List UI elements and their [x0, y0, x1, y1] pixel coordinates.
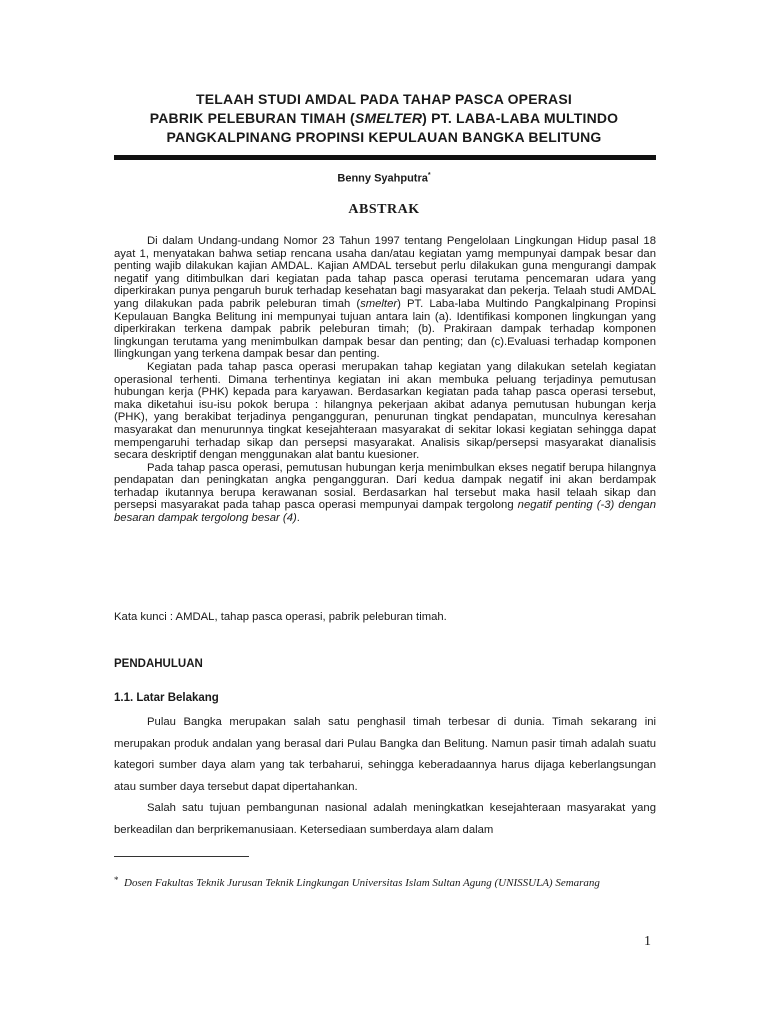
section-body: [114, 712, 656, 841]
paper-title: [100, 90, 668, 147]
title-line-1: TELAAH STUDI AMDAL PADA TAHAP PASCA OPERASI: [196, 91, 572, 107]
title-divider: [114, 155, 656, 160]
title-line-3: PANGKALPINANG PROPINSI KEPULAUAN BANGKA BELITUNG: [166, 129, 602, 145]
footnote-text: Dosen Fakultas Teknik Jurusan Teknik Lingkungan Universitas Islam Sultan Agung (UNISSULA) Semarang: [124, 877, 600, 889]
body-paragraph-1: Pulau Bangka merupakan salah satu penghasil timah terbesar di dunia. Timah sekarang ini merupakan produk andalan yang berasal dari Pulau Bangka dan Belitung. Namun pasir timah adalah suatu kategori sumber daya alam yang tak terbaharui, sehingga keberadaannya harus dijaga keberlangsungan atau sumber daya tersebut dapat dipertahankan.: [114, 716, 656, 793]
author-line: [100, 172, 668, 185]
footnote-divider: [114, 856, 249, 857]
title-line-2: PABRIK PELEBURAN TIMAH (SMELTER) PT. LABA-LABA MULTINDO: [149, 110, 619, 126]
abstract-body: [114, 235, 656, 525]
author-footnote-mark: *: [427, 172, 431, 179]
page-number: 1: [644, 934, 651, 949]
body-paragraph-2: Salah satu tujuan pembangunan nasional adalah meningkatkan kesejahteraan masyarakat yang berkeadilan dan berprikemanusiaan. Ketersediaan sumberdaya alam dalam: [114, 802, 656, 836]
abstract-paragraph-1: Di dalam Undang-undang Nomor 23 Tahun 1997 tentang Pengelolaan Lingkungan Hidup pasal 18 ayat 1, menyatakan bahwa setiap rencana usaha dan/atau kegiatan yamg mempunyai dampak besar dan penting wajib dilakukan kajian AMDAL. Kajian AMDAL tersebut perlu dilakukan guna mengurangi dampak negatif yang ditimbulkan dari kegiatan pada tahap pasca operasi terutama pencemaran udara yang diperkirakan punya pengaruh buruk terhadap kesehatan bagi masyarakat dan pekerja. Telaah studi AMDAL yang dilakukan pada pabrik peleburan timah (smelter) PT. Laba-laba Multindo Pangkalpinang Propinsi Kepulauan Bangka Belitung ini mempunyai tujuan antara lain (a). Identifikasi komponen lingkungan yang diperkirakan terkena dampak pabrik peleburan timah; (b). Prakiraan dampak terhadap komponen lingkungan terutama yang menimbulkan dampak besar dan penting; dan (c).Evaluasi terhadap komponen llingkungan yang terkena dampak besar dan penting.: [114, 235, 656, 361]
abstract-paragraph-2: Kegiatan pada tahap pasca operasi merupakan tahap kegiatan yang dilakukan setelah kegiatan operasional terhenti. Dimana terhentinya kegiatan ini akan membuka peluang terjadinya pemutusan hubungan kerja (PHK) kepada para karyawan. Berdasarkan kegiatan pada tahap pasca operasi tersebut, maka diketahui isu-isu pokok berupa : hilangnya pekerjaan akibat adanya pemutusan hubungan kerja (PHK), yang berakibat terjadinya pengangguran, penurunan tingkat pendapatan, munculnya keresahan masyarakat dan menurunnya tingkat kesejahteraan masyarakat di sekitar lokasi kegiatan sehingga dapat mempengaruhi terhadap sikap dan persepsi masyarakat. Analisis sikap/persepsi masyarakat dianalisis secara deskriptif dengan menggunakan alat bantu kuesioner.: [114, 360, 656, 462]
abstract-heading: ABSTRAK: [348, 202, 420, 217]
footnote-mark: *: [114, 875, 119, 885]
section-heading: PENDAHULUAN: [114, 658, 203, 670]
footnote: [114, 875, 634, 891]
subsection-heading: 1.1. Latar Belakang: [114, 692, 219, 704]
abstract-paragraph-3: Pada tahap pasca operasi, pemutusan hubungan kerja menimbulkan ekses negatif berupa hilangnya pendapatan dan peningkatan angka pengangguran. Dari kedua dampak negatif ini akan berdampak terhadap ikutannya berupa kerawanan sosial. Berdasarkan hal tersebut maka hasil telaah sikap dan persepsi masyarakat pada tahap pasca operasi mempunyai dampak tergolong negatif penting (-3) dengan besaran dampak tergolong besar (4).: [114, 461, 656, 525]
keywords-line: Kata kunci : AMDAL, tahap pasca operasi, pabrik peleburan timah.: [114, 611, 447, 623]
author-name: Benny Syahputra: [337, 172, 428, 185]
